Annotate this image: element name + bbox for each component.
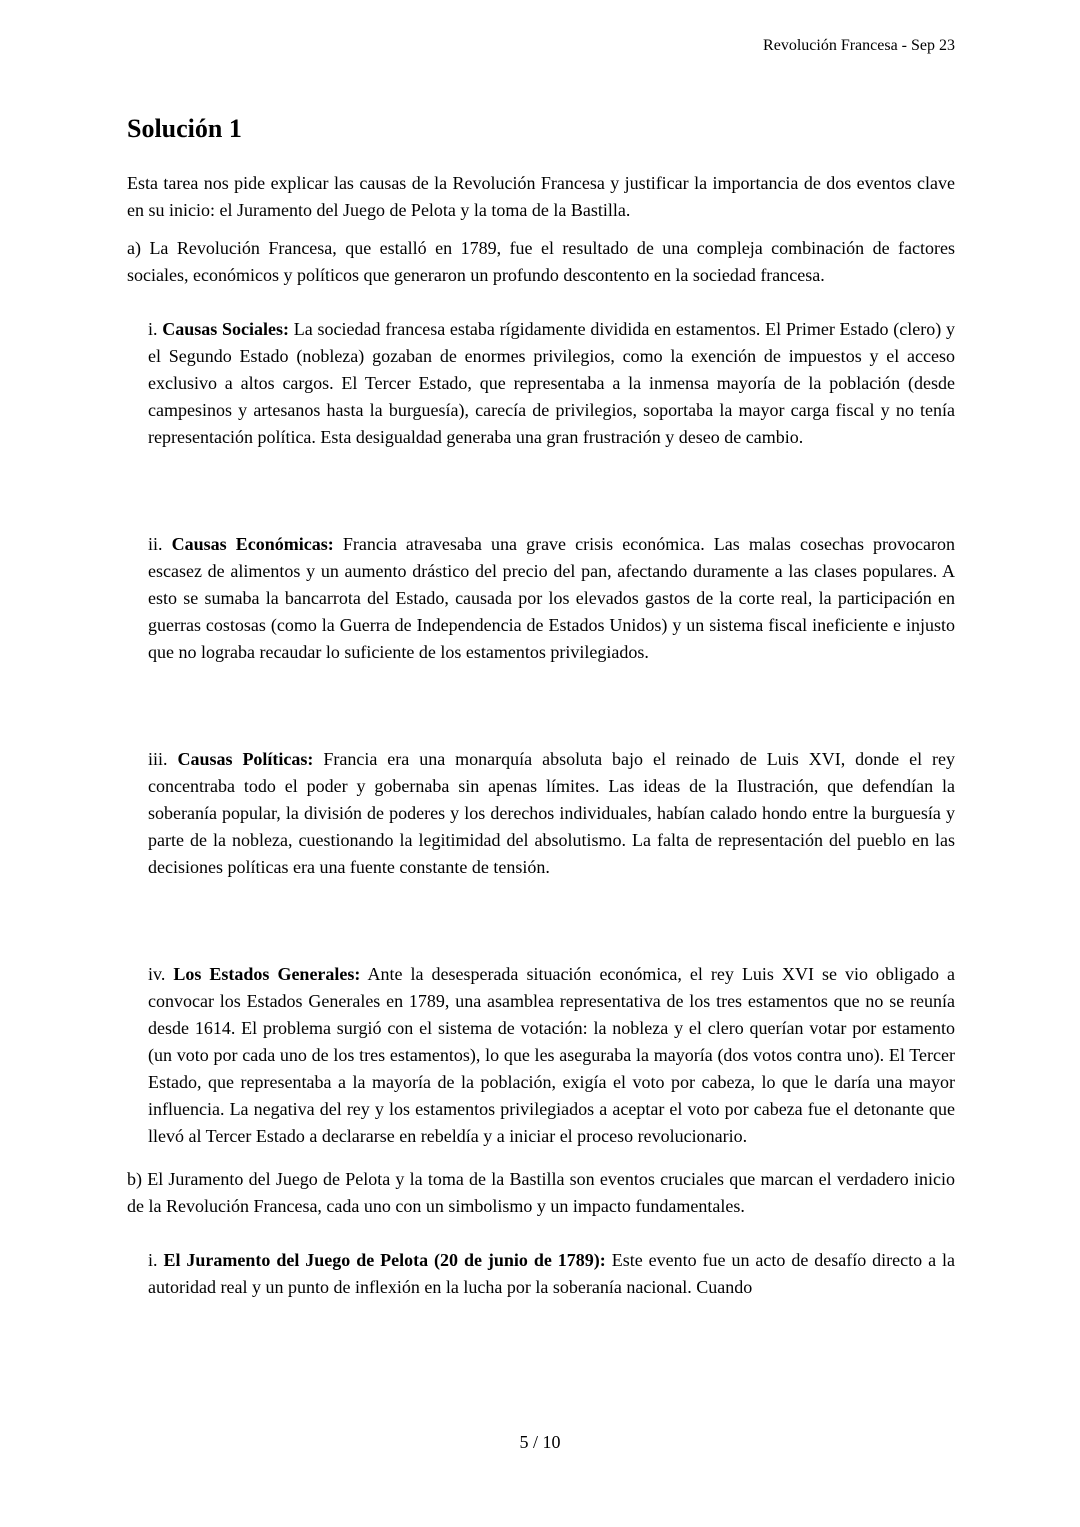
item-text: La sociedad francesa estaba rígidamente dividida en estamentos. El Primer Estado (clero) y el Segundo Estado (nobleza) gozaban de enormes privilegios, como la exención de impuestos y el acceso exclusivo a altos cargos. El Tercer Estado, que representaba a la inmensa mayoría de la población (desde campesinos y artesanos hasta la burguesía), carecía de privilegios, soportaba la mayor carga fiscal y no tenía representación política. Esta desigualdad generaba una gran frustración y deseo de cambio. xyxy=(148,319,956,448)
item-text: Ante la desesperada situación económica, el rey Luis XVI se vio obligado a convocar los Estados Generales en 1789, una asamblea representativa de los tres estamentos que no se reunía desde 1614. El problema surgió con el sistema de votación: la nobleza y el clero querían votar por estamento (un voto por cada uno de los tres estamentos), lo que les aseguraba la mayoría (dos votos contra uno). El Tercer Estado, que representaba a la mayoría de la población, exigía el voto por cabeza, lo que le daría una mayor influencia. La negativa del rey y los estamentos privilegiados a aceptar el voto por cabeza fue el detonante que llevó al Tercer Estado a declararse en rebeldía y a iniciar el proceso revolucionario. xyxy=(148,964,956,1147)
item-label: Causas Políticas: xyxy=(177,749,314,770)
paragraph-a: a) La Revolución Francesa, que estalló en 1789, fue el resultado de una compleja combinación de factores sociales, económicos y políticos que generaron un profundo descontento en la sociedad francesa. xyxy=(127,238,955,286)
item-text: Este evento fue un acto de desafío directo a la autoridad real y un punto de inflexión en la lucha por la soberanía nacional. Cuando xyxy=(148,1250,955,1298)
item-label: Los Estados Generales: xyxy=(173,964,361,985)
intro-paragraph: Esta tarea nos pide explicar las causas de la Revolución Francesa y justificar la importancia de dos eventos clave en su inicio: el Juramento del Juego de Pelota y la toma de la Bastilla. xyxy=(127,173,955,221)
paragraph-b: b) El Juramento del Juego de Pelota y la toma de la Bastilla son eventos cruciales que marcan el verdadero inicio de la Revolución Francesa, cada uno con un simbolismo y un impacto fundamentales. xyxy=(127,1169,955,1217)
item-text: Francia atravesaba una grave crisis económica. Las malas cosechas provocaron escasez de alimentos y un aumento drástico del precio del pan, afectando duramente a las clases populares. A esto se sumaba la bancarrota del Estado, causada por los elevados gastos de la corte real, la participación en guerras costosas (como la Guerra de Independencia de Estados Unidos) y un sistema fiscal ineficiente e injusto que no lograba recaudar lo suficiente de los estamentos privilegiados. xyxy=(148,534,956,663)
page-header xyxy=(127,36,955,55)
item-label: Causas Sociales: xyxy=(162,319,290,340)
page-title: Solución 1 xyxy=(127,114,242,144)
list-item-causas-politicas xyxy=(148,746,955,881)
list-a xyxy=(127,316,955,1150)
item-label: Causas Económicas: xyxy=(171,534,334,555)
list-item-estados-generales xyxy=(148,961,955,1150)
header-text: Revolución Francesa - Sep 23 xyxy=(763,37,955,54)
item-text: Francia era una monarquía absoluta bajo el reinado de Luis XVI, donde el rey concentraba todo el poder y gobernaba sin apenas límites. Las ideas de la Ilustración, que defendían la soberanía popular, la división de poderes y los derechos individuales, habían calado hondo entre la burguesía y parte de la nobleza, cuestionando la legitimidad del absolutismo. La falta de representación del pueblo en las decisiones políticas era una fuente constante de tensión. xyxy=(148,749,956,878)
list-item-causas-sociales xyxy=(148,316,955,451)
item-label: El Juramento del Juego de Pelota (20 de junio de 1789): xyxy=(163,1250,606,1271)
page-number: 5 / 10 xyxy=(519,1432,561,1452)
item-number: iii. xyxy=(148,749,168,770)
item-number: i. xyxy=(148,1250,158,1271)
list-item-juramento xyxy=(148,1247,955,1301)
list-item-causas-economicas xyxy=(148,531,955,666)
item-number: i. xyxy=(148,319,158,340)
page-footer xyxy=(0,1432,1080,1453)
list-b xyxy=(127,1247,955,1301)
item-number: ii. xyxy=(148,534,163,555)
item-number: iv. xyxy=(148,964,166,985)
